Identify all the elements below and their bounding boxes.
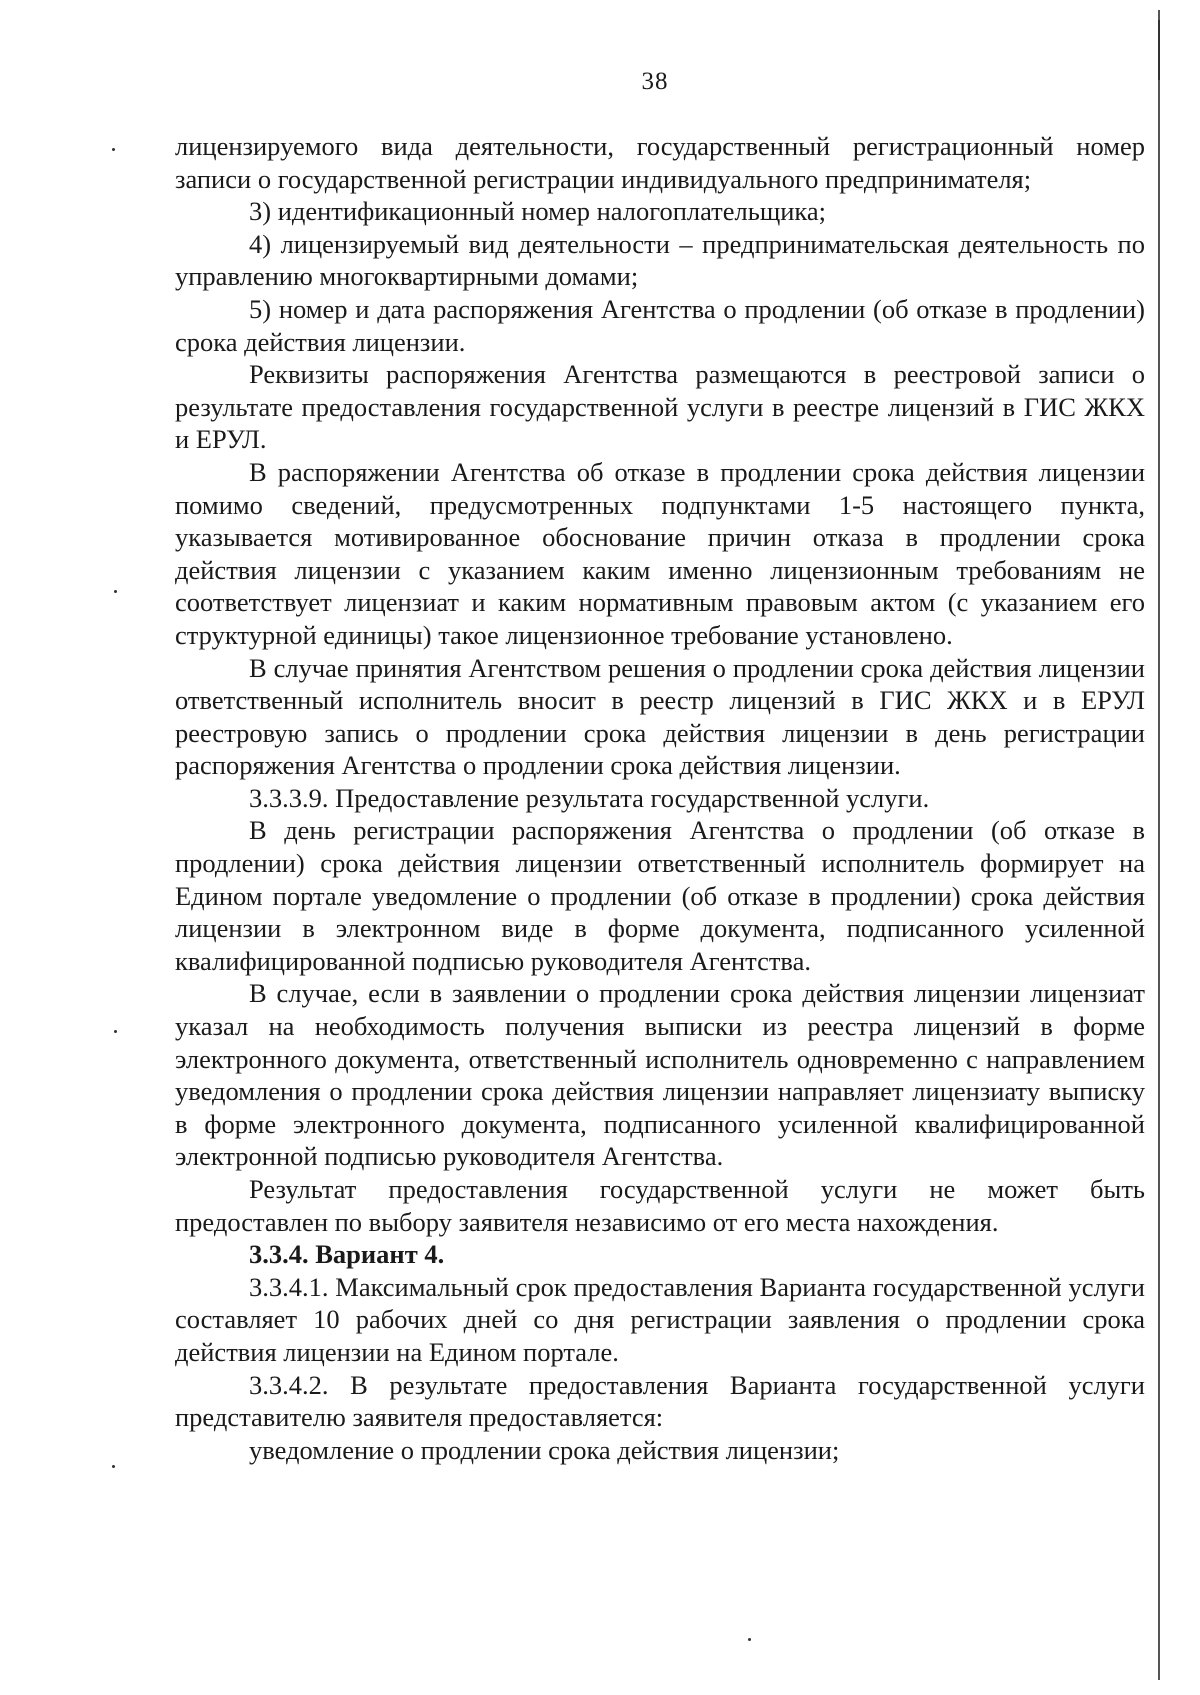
document-body bbox=[175, 130, 1145, 1466]
paragraph: 3) идентификационный номер налогоплательщика; bbox=[249, 196, 827, 227]
paragraph: В распоряжении Агентства об отказе в продлении срока действия лицензии помимо сведений, предусмотренных подпунктами 1-5 настоящего пункта, указывается мотивированное обоснование причин отказа в продлении срока действия лицензии с указанием каким именно лицензионным требованиям не соответствует лицензиат и каким нормативным правовым актом (с указанием его структурной единицы) такое лицензионное требование установлено. bbox=[175, 456, 1145, 650]
paragraph: 3.3.4.2. В результате предоставления Варианта государственной услуги представителю заявителя предоставляется: bbox=[175, 1369, 1145, 1433]
paragraph: Результат предоставления государственной услуги не может быть предоставлен по выбору заявителя независимо от его места нахождения. bbox=[175, 1174, 1145, 1237]
paragraph: В день регистрации распоряжения Агентства о продлении (об отказе в продлении) срока действия лицензии ответственный исполнитель формирует на Едином портале уведомление о продлении (об отказе в продлении) срока действия лицензии в электронном виде в форме документа, подписанного усиленной квалифицированной подписью руководителя Агентства. bbox=[175, 815, 1145, 976]
paragraph: Реквизиты распоряжения Агентства размещаются в реестровой записи о результате предоставления государственной услуги в реестре лицензий в ГИС ЖКХ и ЕРУЛ. bbox=[175, 359, 1145, 455]
paragraph: В случае, если в заявлении о продлении срока действия лицензии лицензиат указал на необходимость получения выписки из реестра лицензий в форме электронного документа, ответственный исполнитель одновременно с направлением уведомления о продлении срока действия лицензии направляет лицензиату выписку в форме электронного документа, подписанного усиленной квалифицированной электронной подписью руководителя Агентства. bbox=[175, 978, 1145, 1172]
paragraph: уведомление о продлении срока действия лицензии; bbox=[249, 1434, 840, 1465]
page-number: 38 bbox=[641, 68, 669, 95]
paragraph: В случае принятия Агентством решения о продлении срока действия лицензии ответственный исполнитель вносит в реестр лицензий в ГИС ЖКХ и в ЕРУЛ реестровую запись о продлении срока действия лицензии в день регистрации распоряжения Агентства о продлении срока действия лицензии. bbox=[175, 652, 1145, 781]
paragraph: лицензируемого вида деятельности, государственный регистрационный номер записи о государственной регистрации индивидуального предпринимателя; bbox=[175, 131, 1145, 194]
scan-speck bbox=[112, 1465, 115, 1468]
paragraph: 4) лицензируемый вид деятельности – предпринимательская деятельность по управлению многоквартирными домами; bbox=[175, 228, 1145, 292]
scan-speck bbox=[748, 1638, 751, 1641]
paragraph: 3.3.4.1. Максимальный срок предоставления Варианта государственной услуги составляет 10 рабочих дней со дня регистрации заявления о продлении срока действия лицензии на Едином портале. bbox=[175, 1271, 1145, 1367]
paragraph: 3.3.4. Вариант 4. bbox=[249, 1239, 445, 1270]
scan-speck bbox=[114, 590, 117, 593]
paragraph: 3.3.3.9. Предоставление результата государственной услуги. bbox=[249, 782, 930, 813]
scan-speck bbox=[112, 148, 115, 151]
paragraph: 5) номер и дата распоряжения Агентства о продлении (об отказе в продлении) срока действия лицензии. bbox=[175, 293, 1145, 357]
scan-speck bbox=[114, 1030, 117, 1033]
scan-edge-line bbox=[1158, 20, 1160, 1680]
